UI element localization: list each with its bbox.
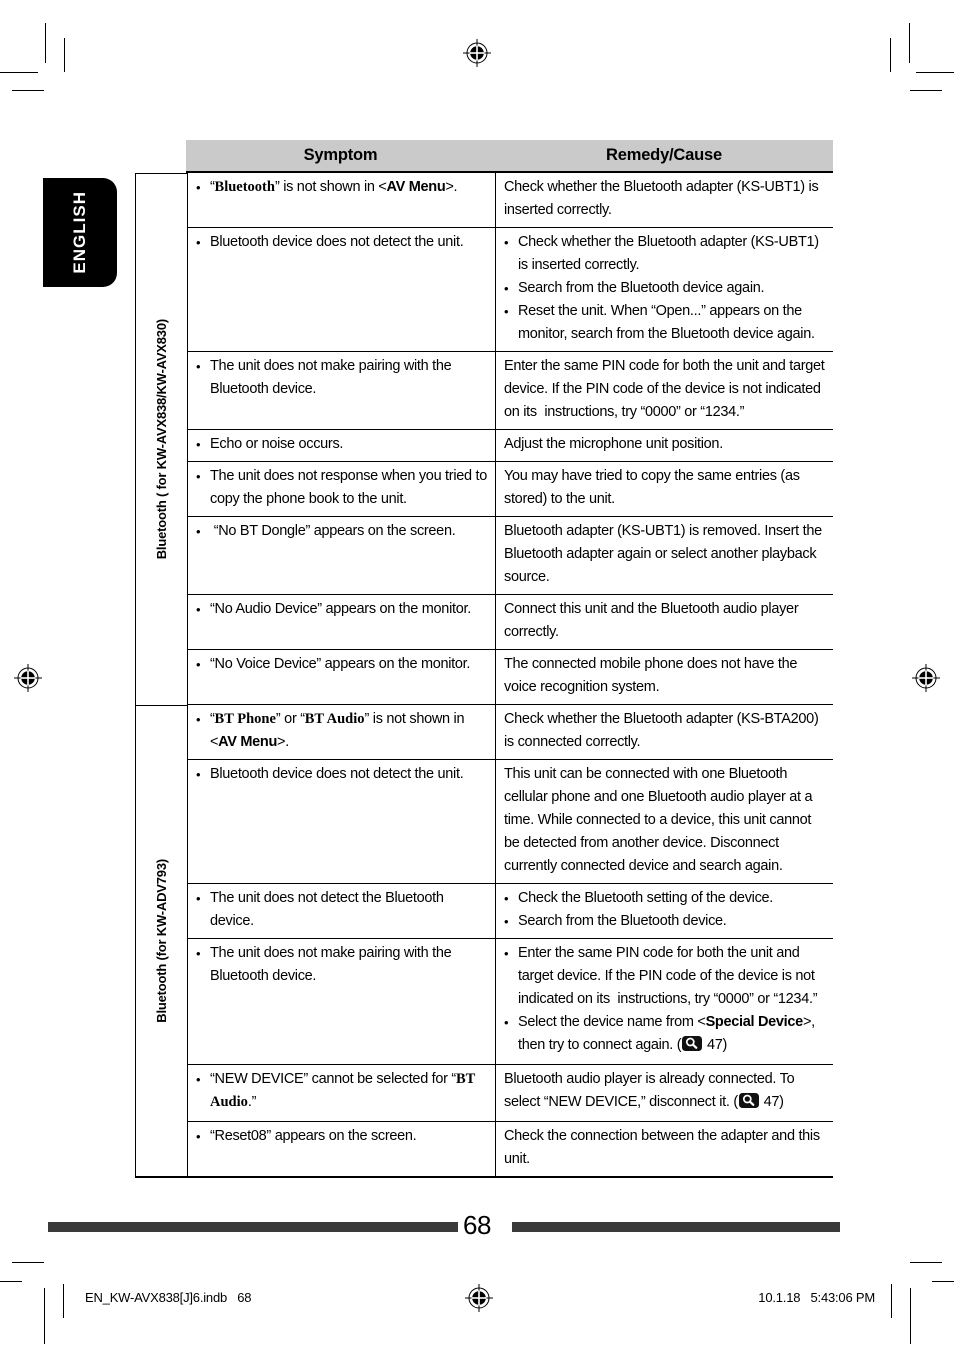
table-row xyxy=(187,462,833,517)
bullet: • xyxy=(196,235,201,250)
crop-mark xyxy=(0,1281,22,1282)
table-cell-item xyxy=(196,520,487,543)
text-segment: “No BT Dongle” appears on the screen. xyxy=(210,523,456,539)
section-label-column xyxy=(135,173,187,705)
symptom-cell xyxy=(187,1122,496,1176)
table-row xyxy=(187,1122,833,1178)
text-segment: Select the device name from < xyxy=(518,1014,706,1030)
table-cell-item xyxy=(196,887,487,933)
remedy-cell xyxy=(496,1065,833,1121)
text-segment: ” or “ xyxy=(275,711,305,727)
text-segment: “ xyxy=(210,179,215,195)
symptom-cell xyxy=(187,352,496,429)
crop-mark xyxy=(63,1284,64,1318)
text-segment: “No Audio Device” appears on the monitor. xyxy=(210,601,471,617)
table-cell-item xyxy=(196,176,487,199)
table-cell-item xyxy=(196,1125,487,1148)
table-cell-item xyxy=(504,708,825,754)
table-cell-item xyxy=(196,653,487,676)
text-segment: Enter the same PIN code for both the unit and target device. If the PIN code of the device is not indicated on its instructions, try “0000” or “1234.” xyxy=(504,358,825,420)
registration-mark xyxy=(912,664,940,697)
table-row xyxy=(187,760,833,884)
text-segment: AV Menu xyxy=(218,734,278,750)
cell-text xyxy=(210,653,470,676)
text-segment: The unit does not make pairing with the Bluetooth device. xyxy=(210,358,452,397)
crop-mark xyxy=(910,1262,942,1263)
section-label-column xyxy=(135,705,187,1178)
symptom-cell xyxy=(187,760,496,883)
text-segment: Echo or noise occurs. xyxy=(210,436,344,452)
cell-text xyxy=(504,1068,825,1116)
text-segment: Bluetooth device does not detect the unit. xyxy=(210,766,464,782)
cell-text xyxy=(210,465,487,511)
cell-text xyxy=(210,520,455,543)
table-row xyxy=(187,595,833,650)
cell-text xyxy=(210,231,463,254)
cell-text xyxy=(210,708,487,754)
text-segment: Bluetooth device does not detect the unit. xyxy=(210,234,464,250)
text-segment: “NEW DEVICE” cannot be selected for “ xyxy=(210,1071,456,1087)
cell-text xyxy=(210,433,343,456)
crop-mark xyxy=(890,38,891,72)
text-segment: Check the connection between the adapter and this unit. xyxy=(504,1128,820,1167)
table-cell-item xyxy=(196,598,487,621)
cell-text xyxy=(518,942,825,1011)
footer-timestamp: 10.1.18 5:43:06 PM xyxy=(758,1290,875,1305)
language-tab-label: ENGLISH xyxy=(70,191,89,274)
text-segment: Adjust the microphone unit position. xyxy=(504,436,723,452)
crop-mark xyxy=(910,90,942,91)
table-header-row xyxy=(186,140,833,173)
text-segment: “No Voice Device” appears on the monitor. xyxy=(210,656,471,672)
table-cell-item xyxy=(504,231,825,277)
table-cell-item xyxy=(196,231,487,254)
bullet: • xyxy=(196,946,201,961)
table-cell-item xyxy=(504,465,825,511)
text-segment: BT Audio xyxy=(210,1071,476,1110)
table-cell-item xyxy=(196,355,487,401)
remedy-cell xyxy=(496,517,833,594)
cell-text xyxy=(504,355,825,424)
table-cell-item xyxy=(504,433,825,456)
crop-mark xyxy=(916,72,954,73)
cell-text xyxy=(504,763,825,878)
remedy-cell xyxy=(496,595,833,649)
table-body xyxy=(135,173,833,1178)
text-segment: Check whether the Bluetooth adapter (KS-BTA200) is connected correctly. xyxy=(504,711,819,750)
text-segment: The unit does not make pairing with the Bluetooth device. xyxy=(210,945,452,984)
table-row xyxy=(187,1065,833,1122)
text-segment: Search from the Bluetooth device. xyxy=(518,913,727,929)
language-tab xyxy=(43,178,117,287)
symptom-cell xyxy=(187,705,496,759)
table-cell-item xyxy=(504,1125,825,1171)
remedy-cell xyxy=(496,705,833,759)
crop-mark xyxy=(12,1262,44,1263)
troubleshooting-table xyxy=(135,140,833,1178)
symptom-cell xyxy=(187,173,496,227)
bullet: • xyxy=(196,767,201,782)
text-segment: The unit does not response when you tried to copy the phone book to the unit. xyxy=(210,468,487,507)
text-segment: >, then try to connect again. ( xyxy=(518,1014,815,1053)
table-row xyxy=(187,650,833,705)
symptom-cell xyxy=(187,939,496,1064)
text-segment: Search from the Bluetooth device again. xyxy=(518,280,765,296)
table-cell-item xyxy=(504,176,825,222)
bullet: • xyxy=(196,437,201,452)
cell-text xyxy=(210,355,487,401)
table-row xyxy=(187,939,833,1065)
table-row xyxy=(187,430,833,462)
bullet: • xyxy=(196,1129,201,1144)
crop-mark xyxy=(910,1288,911,1344)
page-number: 68 xyxy=(463,1210,491,1240)
remedy-cell xyxy=(496,430,833,461)
text-segment: 47) xyxy=(703,1037,728,1053)
crop-mark xyxy=(909,23,910,63)
cell-text xyxy=(210,1125,416,1148)
text-segment: You may have tried to copy the same entries (as stored) to the unit. xyxy=(504,468,800,507)
text-segment: Bluetooth audio player is already connected. To select “NEW DEVICE,” disconnect it. ( xyxy=(504,1071,795,1110)
crop-mark xyxy=(44,1288,45,1344)
text-segment: Bluetooth adapter (KS-UBT1) is removed. Insert the Bluetooth adapter again or select another playback source. xyxy=(504,523,822,585)
text-segment: BT Phone xyxy=(214,711,276,727)
remedy-cell xyxy=(496,939,833,1064)
table-cell-item xyxy=(504,942,825,1011)
text-segment: .” xyxy=(247,1094,257,1110)
remedy-cell xyxy=(496,884,833,938)
text-segment: ” is not shown in < xyxy=(210,711,465,750)
text-segment: BT Audio xyxy=(304,711,365,727)
table-cell-item xyxy=(504,277,825,300)
table-row xyxy=(187,173,833,228)
symptom-cell xyxy=(187,430,496,461)
bullet: • xyxy=(504,891,509,906)
bullet: • xyxy=(504,281,509,296)
text-segment: 47) xyxy=(759,1094,784,1110)
registration-mark xyxy=(463,39,491,72)
bullet: • xyxy=(196,891,201,906)
cell-text xyxy=(518,887,773,910)
table-cell-item xyxy=(504,355,825,424)
remedy-cell xyxy=(496,1122,833,1176)
bullet: • xyxy=(504,1015,509,1030)
text-segment: Special Device xyxy=(705,1014,803,1030)
text-segment: ” is not shown in < xyxy=(274,179,387,195)
bullet: • xyxy=(196,359,201,374)
bullet: • xyxy=(196,180,201,195)
table-row xyxy=(187,705,833,760)
cell-text xyxy=(504,520,825,589)
bullet: • xyxy=(196,657,201,672)
symptom-cell xyxy=(187,595,496,649)
section-rows xyxy=(187,705,833,1178)
magnifier-page-icon xyxy=(739,1093,759,1116)
bullet: • xyxy=(196,469,201,484)
footer-filename: EN_KW-AVX838[J]6.indb 68 xyxy=(85,1290,252,1305)
text-segment: Check whether the Bluetooth adapter (KS-UBT1) is inserted correctly. xyxy=(518,234,819,273)
table-cell-item xyxy=(196,708,487,754)
text-segment: Check whether the Bluetooth adapter (KS-UBT1) is inserted correctly. xyxy=(504,179,819,218)
column-header-remedy: Remedy/Cause xyxy=(606,146,722,164)
table-row xyxy=(187,228,833,352)
crop-mark xyxy=(932,1281,954,1282)
crop-mark xyxy=(45,23,46,63)
bullet: • xyxy=(196,524,201,539)
cell-text xyxy=(504,176,825,222)
remedy-cell xyxy=(496,352,833,429)
cell-text xyxy=(504,653,825,699)
bullet: • xyxy=(196,1072,201,1087)
cell-text xyxy=(210,598,471,621)
text-segment: “ xyxy=(210,711,215,727)
table-row xyxy=(187,352,833,430)
cell-text xyxy=(518,300,825,346)
cell-text xyxy=(504,465,825,511)
cell-text xyxy=(504,708,825,754)
table-section xyxy=(135,173,833,705)
table-row xyxy=(187,884,833,939)
cell-text xyxy=(504,433,723,456)
table-cell-item xyxy=(196,433,487,456)
bullet: • xyxy=(504,946,509,961)
text-segment: >. xyxy=(445,179,458,195)
registration-mark xyxy=(14,664,42,697)
symptom-cell xyxy=(187,228,496,351)
column-header-symptom: Symptom xyxy=(303,146,378,164)
bullet: • xyxy=(504,304,509,319)
text-segment: The unit does not detect the Bluetooth device. xyxy=(210,890,444,929)
table-cell-item xyxy=(196,465,487,511)
cell-text xyxy=(210,763,463,786)
bullet: • xyxy=(196,712,201,727)
cell-text xyxy=(210,887,487,933)
symptom-cell xyxy=(187,462,496,516)
cell-text xyxy=(518,277,764,300)
section-label: Bluetooth ( for KW-AVX838/KW-AVX830) xyxy=(154,319,169,560)
table-section xyxy=(135,705,833,1178)
bullet: • xyxy=(504,914,509,929)
page-number-bar-left xyxy=(48,1222,458,1232)
text-segment: >. xyxy=(277,734,289,750)
cell-text xyxy=(504,598,825,644)
remedy-cell xyxy=(496,173,833,227)
table-cell-item xyxy=(504,300,825,346)
table-row xyxy=(187,517,833,595)
magnifier-page-icon xyxy=(682,1036,702,1059)
table-cell-item xyxy=(196,942,487,988)
cell-text xyxy=(518,1011,825,1059)
text-segment: This unit can be connected with one Bluetooth cellular phone and one Bluetooth audio player at a time. While connected to a device, this unit cannot be detected from another device. Disconnect currently connected device and search again. xyxy=(504,766,813,874)
bullet: • xyxy=(196,602,201,617)
symptom-cell xyxy=(187,650,496,704)
remedy-cell xyxy=(496,760,833,883)
table-cell-item xyxy=(504,1068,825,1116)
text-segment: The connected mobile phone does not have the voice recognition system. xyxy=(504,656,798,695)
table-cell-item xyxy=(504,1011,825,1059)
table-cell-item xyxy=(504,653,825,699)
table-cell-item xyxy=(504,598,825,644)
remedy-cell xyxy=(496,650,833,704)
table-cell-item xyxy=(504,887,825,910)
table-cell-item xyxy=(504,763,825,878)
symptom-cell xyxy=(187,1065,496,1121)
cell-text xyxy=(210,942,487,988)
remedy-cell xyxy=(496,228,833,351)
text-segment: Bluetooth xyxy=(214,179,275,195)
table-cell-item xyxy=(196,763,487,786)
text-segment: Check the Bluetooth setting of the device. xyxy=(518,890,774,906)
registration-mark xyxy=(465,1284,493,1317)
cell-text xyxy=(504,1125,825,1171)
section-label: Bluetooth (for KW-ADV793) xyxy=(154,859,169,1023)
symptom-cell xyxy=(187,517,496,594)
table-cell-item xyxy=(504,520,825,589)
crop-mark xyxy=(0,72,38,73)
text-segment: Reset the unit. When “Open...” appears on the monitor, search from the Bluetooth device again. xyxy=(518,303,815,342)
page-number-bar-right xyxy=(512,1222,840,1232)
cell-text xyxy=(210,176,457,199)
text-segment: “Reset08” appears on the screen. xyxy=(210,1128,417,1144)
text-segment: AV Menu xyxy=(386,179,446,195)
cell-text xyxy=(210,1068,487,1114)
text-segment: Connect this unit and the Bluetooth audio player correctly. xyxy=(504,601,799,640)
section-rows xyxy=(187,173,833,705)
table-cell-item xyxy=(504,910,825,933)
cell-text xyxy=(518,910,727,933)
remedy-cell xyxy=(496,462,833,516)
symptom-cell xyxy=(187,884,496,938)
text-segment: Enter the same PIN code for both the unit and target device. If the PIN code of the device is not indicated on its instructions, try “0000” or “1234.” xyxy=(518,945,818,1007)
crop-mark xyxy=(891,1284,892,1318)
crop-mark xyxy=(64,38,65,72)
cell-text xyxy=(518,231,825,277)
crop-mark xyxy=(12,90,44,91)
table-cell-item xyxy=(196,1068,487,1114)
bullet: • xyxy=(504,235,509,250)
